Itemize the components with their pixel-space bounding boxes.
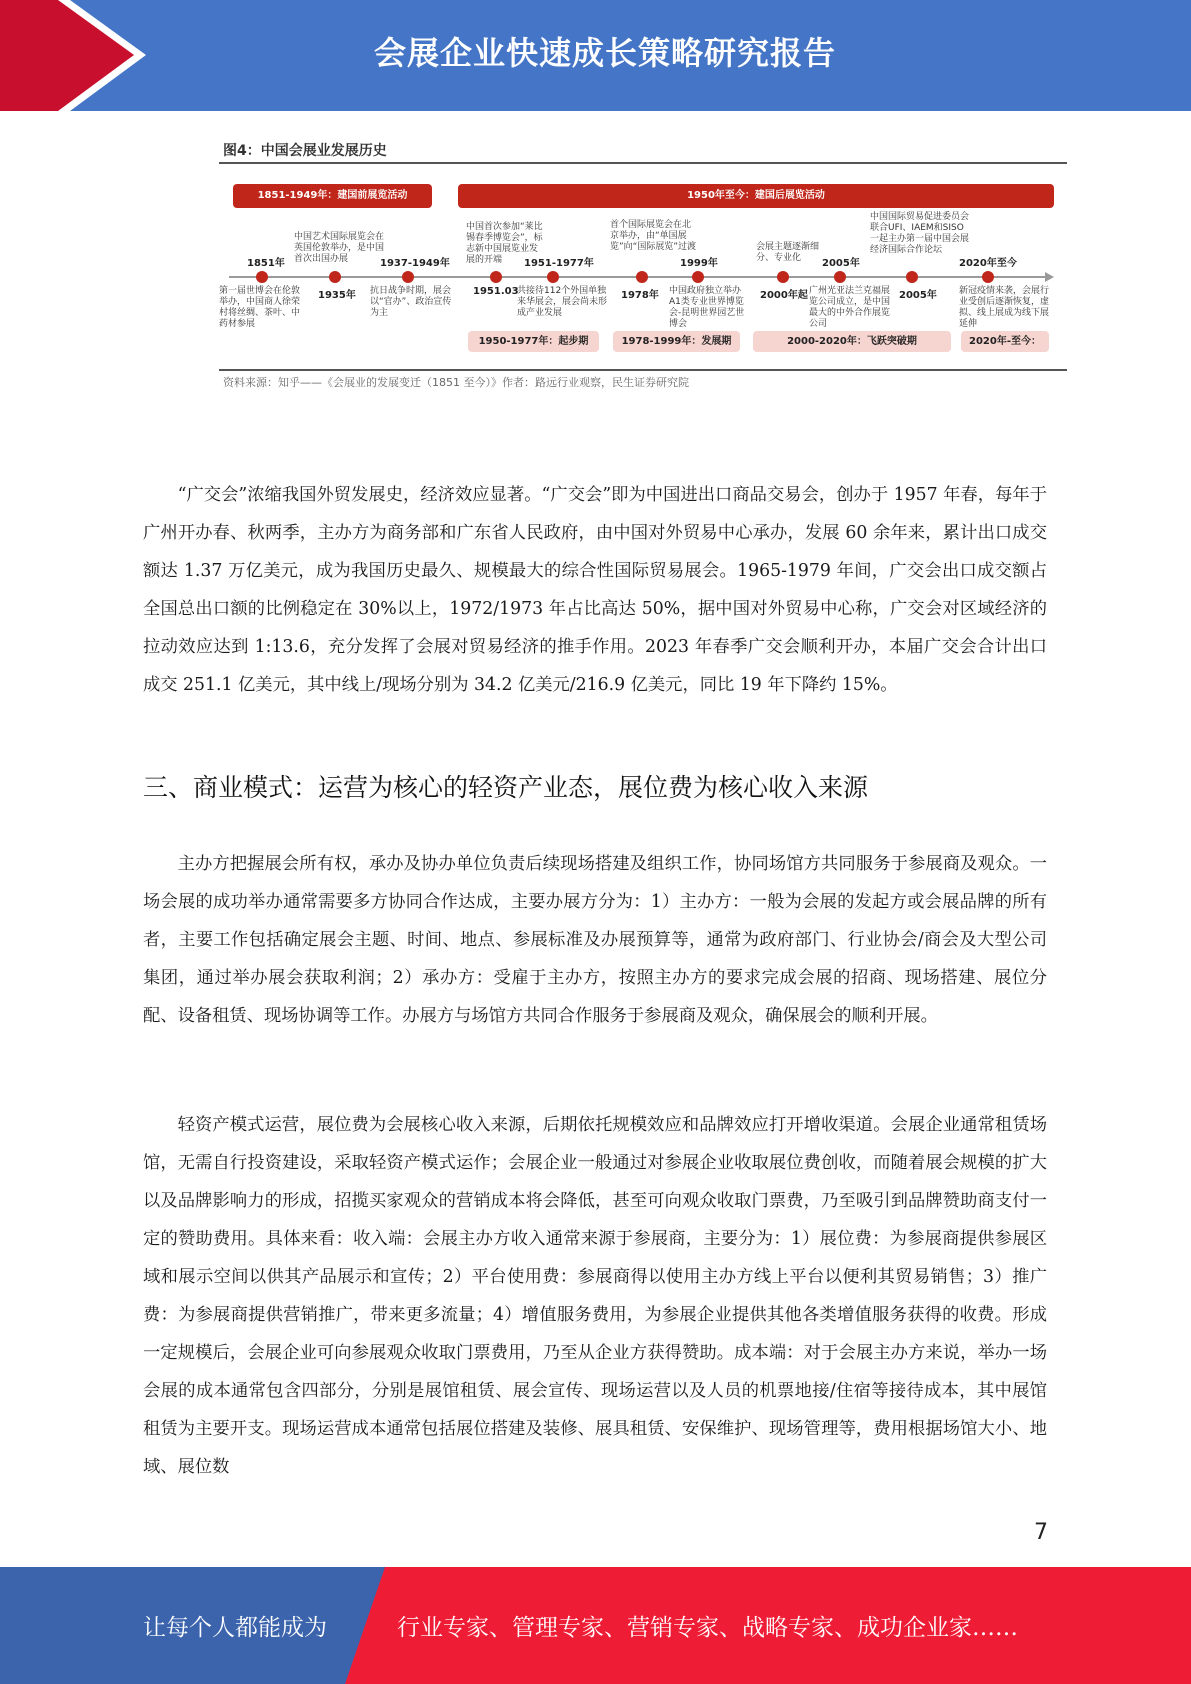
timeline-note: 抗日战争时期，展会以“官办”、政治宣传为主: [370, 286, 452, 318]
report-title: 会展企业快速成长策略研究报告: [373, 34, 836, 72]
page-footer: [0, 1567, 1191, 1684]
timeline-note: 中国首次参加“莱比锡春季博览会”，标志新中国展览业发展的开端: [466, 222, 543, 265]
page-number: 7: [1034, 1520, 1048, 1545]
footer-slogan-left: 让每个人都能成为: [143, 1615, 327, 1641]
period-box: 2000-2020年：飞跃突破期: [753, 331, 951, 352]
timeline-year: 1937-1949年: [380, 258, 450, 269]
footer-slogan-right: 行业专家、管理专家、营销专家、战略专家、成功企业家……: [397, 1615, 1018, 1641]
timeline-dot: [490, 271, 502, 283]
timeline-arrow-icon: [1045, 272, 1054, 282]
timeline-dot: [692, 271, 704, 283]
era-bar-post-1950: 1950年至今：建国后展览活动: [458, 184, 1054, 208]
paragraph-text: “广交会”浓缩我国外贸发展史，经济效应显著。“广交会”即为中国进出口商品交易会，创办于 1957 年春，每年于广州开办春、秋两季，主办方为商务部和广东省人民政府，由中国对外贸易中心承办，发展 60 余年来，累计出口成交额达 1.37 万亿美元，成为我国历史最久、规模最大的综合性国际贸易展会。1965-1979 年间，广交会出口成交额占全国总出口额的比例稳定在 30%以上，1972/1973 年占比高达 50%，据中国对外贸易中心称，广交会对区域经济的拉动效应达到 1:13.6，充分发挥了会展对贸易经济的推手作用。2023 年春季广交会顺利开办，本届广交会合计出口成交 251.1 亿美元，其中线上/现场分别为 34.2 亿美元/216.9 亿美元，同比 19 年下降约 15%。: [143, 485, 1047, 695]
timeline-year: 1851年: [247, 258, 285, 269]
paragraph-text: 轻资产模式运营，展位费为会展核心收入来源，后期依托规模效应和品牌效应打开增收渠道。会展企业通常租赁场馆，无需自行投资建设，采取轻资产模式运作；会展企业一般通过对参展企业收取展位费创收，而随着展会规模的扩大以及品牌影响力的形成，招揽买家观众的营销成本将会降低，甚至可向观众收取门票费，乃至吸引到品牌赞助商支付一定的赞助费用。具体来看：收入端：会展主办方收入通常来源于参展商，主要分为：1）展位费：为参展商提供参展区域和展示空间以供其产品展示和宣传；2）平台使用费：参展商得以使用主办方线上平台以便利其贸易销售；3）推广费：为参展商提供营销推广，带来更多流量；4）增值服务费用，为参展企业提供其他各类增值服务获得的收费。形成一定规模后，会展企业可向参展观众收取门票费用，乃至从企业方获得赞助。成本端：对于会展主办方来说，举办一场会展的成本通常包含四部分，分别是展馆租赁、展会宣传、现场运营以及人员的机票地接/住宿等接待成本，其中展馆租赁为主要开支。现场运营成本通常包括展位搭建及装修、展具租赁、安保维护、现场管理等，费用根据场馆大小、地域、展位数: [143, 1115, 1047, 1477]
timeline-figure: [219, 140, 1067, 398]
era-bar-pre-1949: 1851-1949年：建国前展览活动: [233, 184, 432, 208]
timeline-dot: [256, 271, 268, 283]
figure-title: 图4：中国会展业发展历史: [223, 143, 387, 159]
header-chevron-decoration: [0, 0, 150, 111]
period-box: 2020年-至今：: [961, 331, 1049, 352]
timeline-note: 广州光亚法兰克福展览公司成立，是中国最大的中外合作展览公司: [809, 286, 891, 329]
paragraph-text: 主办方把握展会所有权，承办及协办单位负责后续现场搭建及组织工作，协同场馆方共同服务于参展商及观众。一场会展的成功举办通常需要多方协同合作达成，主要办展方分为：1）主办方：一般为会展的发起方或会展品牌的所有者，主要工作包括确定展会主题、时间、地点、参展标准及办展预算等，通常为政府部门、行业协会/商会及大型公司集团，通过举办展会获取利润；2）承办方：受雇于主办方，按照主办方的要求完成会展的招商、现场搭建、展位分配、设备租赁、现场协调等工作。办展方与场馆方共同合作服务于参展商及观众，确保展会的顺利开展。: [143, 854, 1047, 1026]
timeline-note: 中国国际贸易促进委员会联合UFI、IAEM和SISO一起主办第一届中国会展经济国际合作论坛: [870, 212, 970, 255]
timeline-dot: [636, 271, 648, 283]
timeline-year: 1999年: [680, 258, 718, 269]
paragraph-asset-light-model: [143, 1106, 1047, 1486]
period-box: 1978-1999年：发展期: [613, 331, 740, 352]
timeline-year: 1951.03: [473, 286, 519, 297]
timeline-dot: [547, 271, 559, 283]
timeline-note: 中国政府独立举办A1类专业世界博览会-昆明世界园艺世博会: [669, 286, 745, 329]
timeline-note: 共接待112个外国单独来华展会，展会尚未形成产业发展: [517, 286, 608, 318]
timeline-year: 1978年: [621, 290, 659, 301]
timeline-dot: [906, 271, 918, 283]
timeline-year: 1951-1977年: [524, 258, 594, 269]
timeline-year: 2000年起: [760, 290, 808, 301]
paragraph-organizers: [143, 845, 1047, 1035]
timeline-note: 第一届世博会在伦敦举办，中国商人徐荣村将丝绸、茶叶、中药材参展: [219, 286, 301, 329]
timeline-year: 2020年至今: [959, 258, 1017, 269]
timeline-dot: [834, 271, 846, 283]
timeline-note: 会展主题逐渐细分、专业化: [756, 242, 820, 263]
paragraph-canton-fair: [143, 476, 1047, 704]
figure-source: 资料来源：知乎——《会展业的发展变迁（1851 至今）》作者：路远行业观察，民生证券研究院: [223, 376, 689, 389]
section-heading: 三、商业模式：运营为核心的轻资产业态，展位费为核心收入来源: [143, 773, 869, 802]
timeline-note: 首个国际展览会在北京举办，由“单国展览”向“国际展览”过渡: [610, 220, 696, 252]
timeline-note: 新冠疫情来袭，会展行业受创后逐渐恢复，虚拟、线上展成为线下展延伸: [959, 286, 1050, 329]
timeline-dot: [402, 271, 414, 283]
timeline-dot: [329, 271, 341, 283]
figure-bottom-rule: [219, 369, 1067, 371]
timeline-year: 2005年: [899, 290, 937, 301]
timeline-year: 2005年: [822, 258, 860, 269]
period-box: 1950-1977年：起步期: [468, 331, 599, 352]
timeline-note: 中国艺术国际展览会在英国伦敦举办，是中国首次出国办展: [294, 232, 385, 264]
timeline-year: 1935年: [318, 290, 356, 301]
figure-top-rule: [219, 162, 1067, 164]
timeline-dot: [777, 271, 789, 283]
timeline-dot: [982, 271, 994, 283]
page-header: [0, 0, 1191, 111]
